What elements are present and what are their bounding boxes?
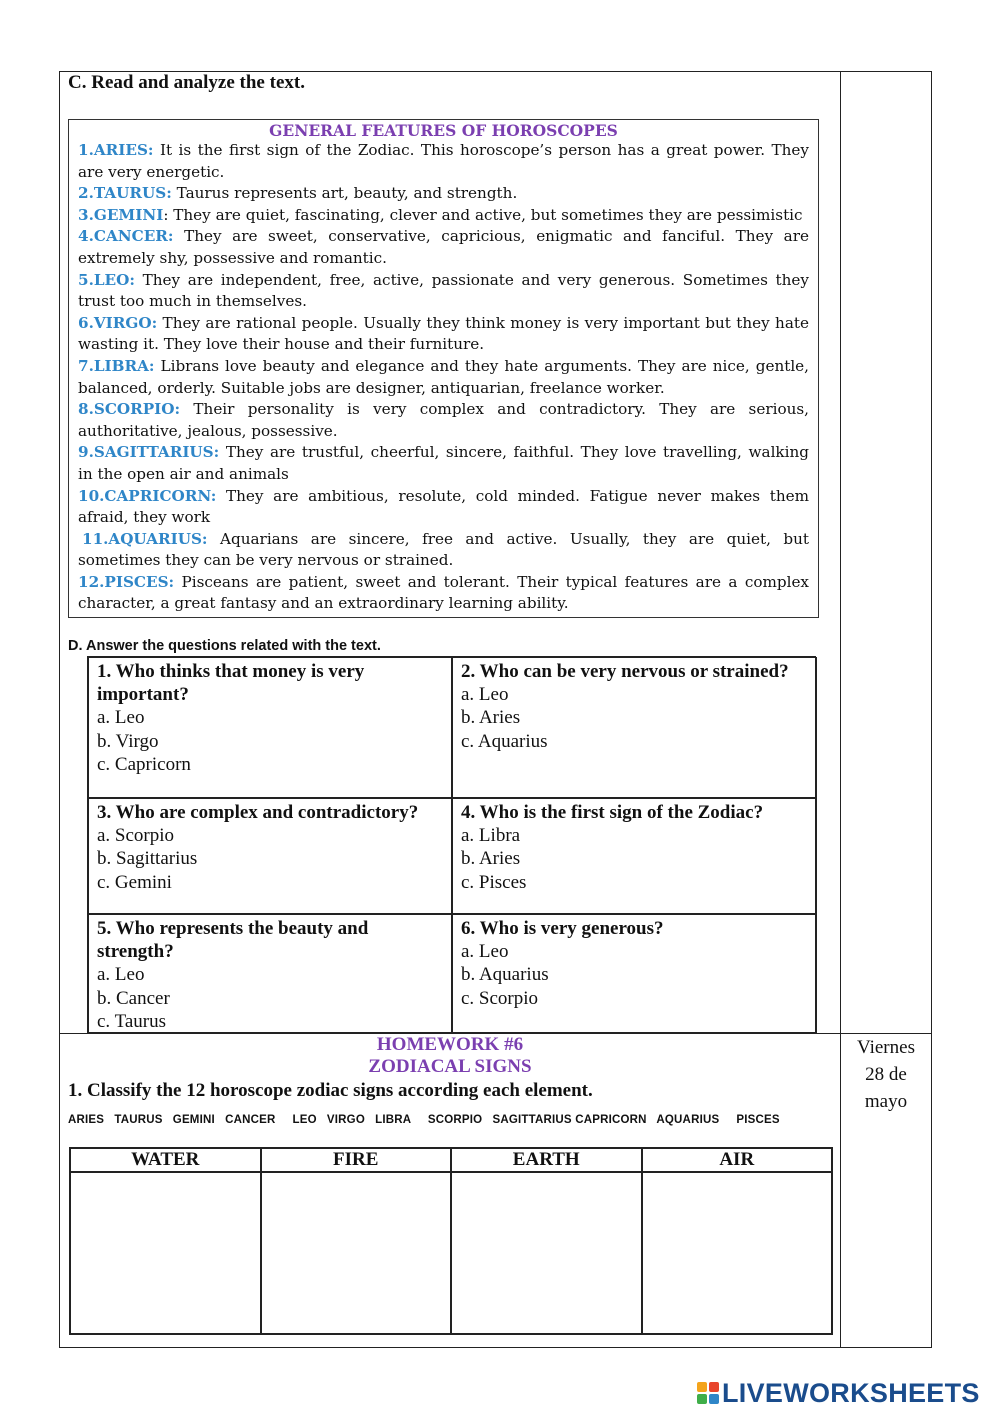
logo-square — [709, 1382, 719, 1392]
horoscope-item — [78, 399, 809, 442]
horoscope-item-text: Librans love beauty and elegance and they hate arguments. They are nice, gentle, balanced, orderly. Suitable jobs are designer, antiquarian, freelance worker. — [78, 356, 809, 397]
logo-square — [709, 1394, 719, 1404]
horoscope-list — [78, 140, 809, 615]
horoscope-item-label: 7.LIBRA: — [78, 356, 155, 375]
answer-option[interactable]: b. Cancer — [97, 987, 170, 1009]
horoscope-item-label: 11.AQUARIUS: — [82, 529, 208, 548]
homework-title-line2: ZODIACAL SIGNS — [368, 1056, 532, 1077]
zodiac-sign-word: LIBRA — [375, 1114, 411, 1126]
answer-option[interactable]: a. Leo — [461, 684, 509, 706]
horoscope-item — [78, 313, 809, 356]
liveworksheets-logo-icon — [697, 1382, 719, 1404]
horoscope-item-label: 3.GEMINI — [78, 205, 164, 224]
zodiac-sign-word: VIRGO — [326, 1114, 365, 1126]
horoscope-text-box — [68, 119, 819, 618]
element-header: FIRE — [261, 1148, 452, 1172]
date-number: 28 de — [865, 1064, 907, 1085]
answer-option[interactable]: a. Scorpio — [97, 825, 175, 847]
zodiac-sign-word: SAGITTARIUS — [492, 1114, 572, 1126]
homework-title-line1: HOMEWORK #6 — [376, 1034, 524, 1055]
horoscope-item — [78, 226, 809, 269]
zodiac-sign-word: TAURUS — [114, 1114, 163, 1126]
zodiac-sign-word: CANCER — [225, 1114, 276, 1126]
date-cell — [842, 1034, 930, 1115]
horoscope-item-text: Aquarians are sincere, free and active. Usually, they are quiet, but sometimes they can be very nervous or strained. — [78, 529, 809, 570]
horoscope-item-text: : They are quiet, fascinating, clever and active, but sometimes they are pessimistic — [163, 205, 803, 224]
horoscope-item — [78, 529, 809, 572]
homework-title — [60, 1034, 840, 1078]
horoscope-item-label: 10.CAPRICORN: — [78, 486, 217, 505]
section-c-title: C. Read and analyze the text. — [68, 72, 305, 93]
horoscope-item-label: 6.VIRGO: — [78, 313, 158, 332]
question-cell — [452, 914, 817, 1034]
elements-table — [69, 1147, 833, 1335]
zodiac-sign-word: ARIES — [68, 1114, 105, 1126]
question-cell — [452, 657, 817, 798]
element-drop-area[interactable] — [70, 1172, 261, 1334]
answer-option[interactable]: c. Gemini — [97, 871, 172, 893]
date-day: Viernes — [857, 1037, 915, 1058]
zodiac-signs-list — [68, 1114, 780, 1126]
question-text: 4. Who is the first sign of the Zodiac? — [461, 802, 764, 823]
answer-option[interactable]: a. Leo — [461, 941, 509, 963]
questions-grid — [87, 656, 816, 1033]
date-month: mayo — [864, 1091, 908, 1112]
question-cell — [452, 798, 817, 914]
horoscope-item — [78, 572, 809, 615]
horoscope-item — [78, 270, 809, 313]
zodiac-sign-word: SCORPIO — [427, 1114, 483, 1126]
horoscope-item — [78, 183, 809, 205]
question-text: 3. Who are complex and contradictory? — [97, 802, 419, 823]
element-header: WATER — [70, 1148, 261, 1172]
horoscope-item-label: 12.PISCES: — [78, 572, 175, 591]
element-drop-area[interactable] — [451, 1172, 642, 1334]
answer-option[interactable]: a. Leo — [97, 707, 145, 729]
answer-option[interactable]: a. Leo — [97, 964, 145, 986]
question-text: 2. Who can be very nervous or strained? — [461, 661, 789, 682]
element-header: AIR — [642, 1148, 833, 1172]
horoscope-item-text: Pisceans are patient, sweet and tolerant. Their typical features are a complex character, a great fantasy and an extraordinary learning ability. — [78, 572, 809, 613]
answer-option[interactable]: a. Libra — [461, 825, 521, 847]
horoscope-item-text: They are rational people. Usually they think money is very important but they hate wasting it. They love their house and their furniture. — [78, 313, 809, 354]
answer-option[interactable]: b. Virgo — [97, 730, 159, 752]
horoscope-box-title: GENERAL FEATURES OF HOROSCOPES — [269, 121, 618, 140]
answer-option[interactable]: b. Sagittarius — [97, 848, 198, 870]
horoscope-item-text: They are sweet, conservative, capricious, enigmatic and fanciful. They are extremely shy, possessive and romantic. — [78, 227, 809, 267]
zodiac-sign-word: PISCES — [736, 1114, 780, 1126]
homework-instruction: 1. Classify the 12 horoscope zodiac signs according each element. — [68, 1080, 593, 1101]
horoscope-item — [78, 205, 809, 227]
horoscope-item-text: Taurus represents art, beauty, and strength. — [171, 184, 518, 203]
question-text: 1. Who thinks that money is very important? — [97, 661, 365, 706]
liveworksheets-logo — [697, 1378, 980, 1408]
question-text: 6. Who is very generous? — [461, 918, 664, 939]
horoscope-item — [78, 356, 809, 399]
horoscope-item — [78, 442, 809, 485]
horoscope-item-label: 5.LEO: — [78, 270, 135, 289]
answer-option[interactable]: c. Scorpio — [461, 987, 539, 1009]
horoscope-item-label: 9.SAGITTARIUS: — [78, 443, 220, 462]
logo-square — [697, 1382, 707, 1392]
horoscope-item-label: 2.TAURUS: — [78, 184, 172, 203]
question-cell — [88, 914, 452, 1034]
answer-option[interactable]: c. Capricorn — [97, 753, 191, 775]
answer-option[interactable]: b. Aries — [461, 707, 521, 729]
horoscope-item-text: They are trustful, cheerful, sincere, faithful. They love travelling, walking in the open air and animals — [78, 443, 809, 483]
horoscope-item — [78, 140, 809, 183]
answer-option[interactable]: c. Pisces — [461, 871, 527, 893]
horoscope-item-label: 1.ARIES: — [78, 141, 154, 159]
element-drop-area[interactable] — [261, 1172, 452, 1334]
zodiac-sign-word: LEO — [292, 1114, 317, 1126]
element-drop-area[interactable] — [642, 1172, 833, 1334]
answer-option[interactable]: c. Aquarius — [461, 730, 548, 752]
zodiac-sign-word: GEMINI — [172, 1114, 215, 1126]
zodiac-sign-word: AQUARIUS — [656, 1114, 720, 1126]
zodiac-sign-word: CAPRICORN — [575, 1114, 647, 1126]
horoscope-item-label: 8.SCORPIO: — [78, 400, 181, 419]
answer-option[interactable]: c. Taurus — [97, 1010, 167, 1032]
element-header: EARTH — [451, 1148, 642, 1172]
logo-square — [697, 1394, 707, 1404]
question-cell — [88, 657, 452, 798]
horoscope-item-text: They are independent, free, active, passionate and very generous. Sometimes they trust too much in themselves. — [78, 270, 809, 311]
answer-option[interactable]: b. Aquarius — [461, 964, 549, 986]
horoscope-item-text: They are ambitious, resolute, cold minded. Fatigue never makes them afraid, they work — [78, 486, 809, 527]
horoscope-item-text: Their personality is very complex and contradictory. They are serious, authoritative, jealous, possessive. — [78, 400, 809, 440]
question-text: 5. Who represents the beauty and strength? — [97, 918, 369, 963]
section-d-title: D. Answer the questions related with the text. — [68, 638, 381, 654]
liveworksheets-logo-text: LIVEWORKSHEETS — [722, 1377, 980, 1408]
column-divider — [840, 71, 841, 1348]
horoscope-item-label: 4.CANCER: — [78, 227, 174, 246]
answer-option[interactable]: b. Aries — [461, 848, 521, 870]
horoscope-item — [78, 486, 809, 529]
question-cell — [88, 798, 452, 914]
horoscope-item-text: It is the first sign of the Zodiac. This horoscope’s person has a great power. They are very energetic. — [78, 141, 809, 181]
